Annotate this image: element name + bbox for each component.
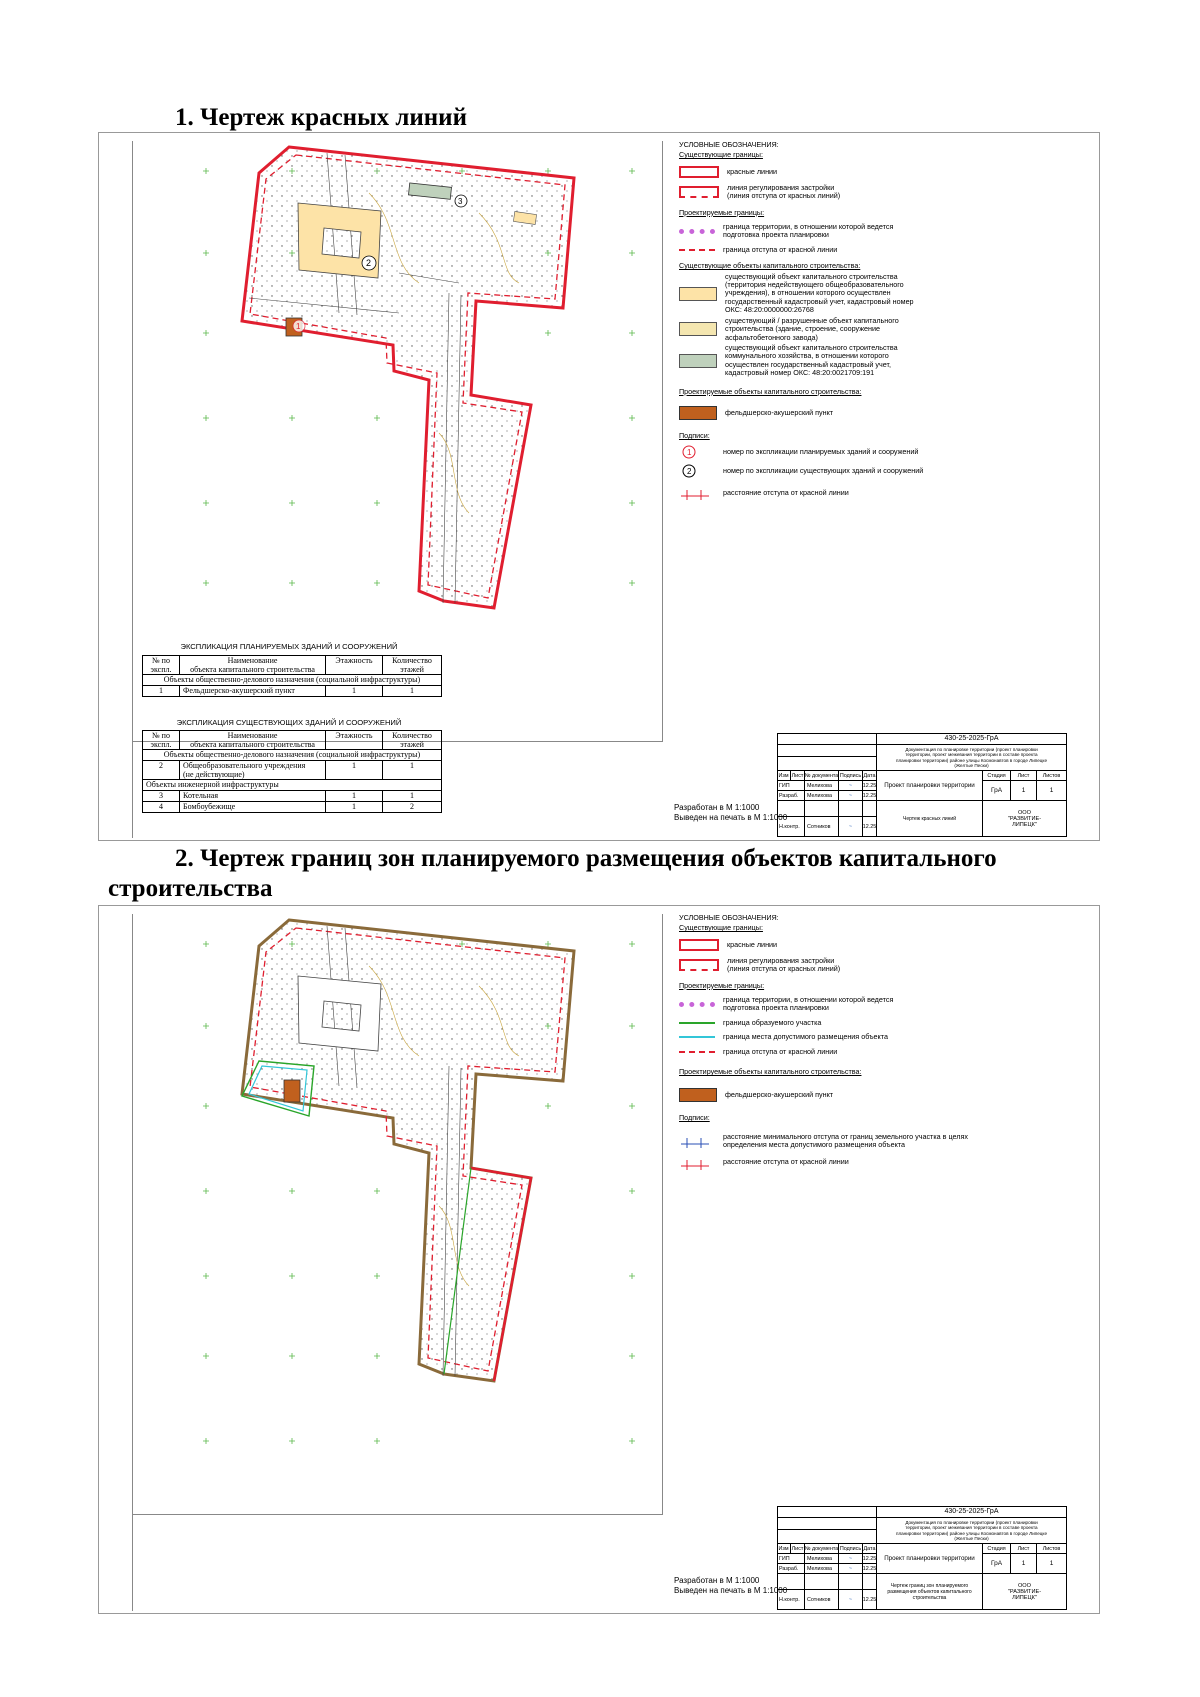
place-border-symbol xyxy=(679,1036,715,1038)
existing-object-symbol xyxy=(679,287,717,301)
fap-symbol xyxy=(679,406,717,420)
legend-existing-borders: Существующие границы: xyxy=(679,923,763,933)
legend-red-lines: красные линии xyxy=(727,939,778,949)
legend-labels: Подписи: xyxy=(679,1113,710,1123)
legend-existing-obj-2: существующий / разрушенные объект капитального строительства (здание, строение, сооружение асфальтобетонного завода) xyxy=(725,315,899,342)
offset-border-symbol xyxy=(679,1051,715,1053)
red-line-symbol xyxy=(679,166,719,178)
table-row: 4 Бомбоубежище 1 2 xyxy=(143,802,442,813)
legend-regulation-line: линия регулирования застройки (линия отступа от красных линий) xyxy=(727,182,841,201)
destroyed-object-symbol xyxy=(679,322,717,336)
svg-text:2: 2 xyxy=(687,467,692,477)
legend-offset-border: граница отступа от красной линии xyxy=(723,244,838,254)
group-row: Объекты общественно-делового назначения (социальной инфраструктуры) xyxy=(143,675,442,686)
th-floors: Этажность xyxy=(326,731,383,750)
svg-text:2: 2 xyxy=(366,258,372,268)
fap-building xyxy=(284,1080,300,1102)
th-floors: Этажность xyxy=(326,656,383,675)
regulation-line-symbol xyxy=(679,959,719,971)
fap-symbol xyxy=(679,1088,717,1102)
legend xyxy=(679,914,1079,1176)
legend-labels: Подписи: xyxy=(679,430,710,440)
section1-heading: 1. Чертеж красных линий xyxy=(175,104,467,131)
legend-projected-objects: Проектируемые объекты капитального строительства: xyxy=(679,1067,862,1077)
legend-plot-border: граница образуемого участка xyxy=(723,1017,822,1027)
legend-territory-border: граница территории, в отношении которой ведется подготовка проекта планировки xyxy=(723,995,894,1013)
regulation-line-symbol xyxy=(679,186,719,198)
legend-title: УСЛОВНЫЕ ОБОЗНАЧЕНИЯ: xyxy=(679,913,779,922)
table-row: 2 Общеобразовательного учреждения (не действующие) 1 1 xyxy=(143,761,442,780)
min-distance-icon xyxy=(679,1134,715,1148)
zones-map xyxy=(99,906,659,1516)
th-num: № по экспл. xyxy=(143,656,180,675)
doc-code: 430-25-2025-ГрА xyxy=(877,733,1067,745)
legend-place-border: граница места допустимого размещения объекта xyxy=(723,1032,888,1042)
drawing-sheet-2 xyxy=(98,905,1100,1614)
org-name: ООО "РАЗВИТИЕ- ЛИПЕЦК" xyxy=(983,801,1067,837)
legend-label-existing: номер по экспликации существующих зданий и сооружений xyxy=(723,466,924,476)
legend-existing-obj-1: существующий объект капитального строительства (территория недействующего общеобразовательного учреждения), в отношении которого осуществлен государственный кадастровый учет, кадастровый номер ОКС: 48:20:0000000:26768 xyxy=(725,271,914,315)
expl-existing-title: ЭКСПЛИКАЦИЯ СУЩЕСТВУЮЩИХ ЗДАНИЙ И СООРУЖЕНИЙ xyxy=(176,718,402,727)
expl-planned-title: ЭКСПЛИКАЦИЯ ПЛАНИРУЕМЫХ ЗДАНИЙ И СООРУЖЕНИЙ xyxy=(180,642,398,651)
doc-code: 430-25-2025-ГрА xyxy=(877,1506,1067,1518)
th-name: Наименование объекта капитального строительства xyxy=(180,656,326,675)
scale-info: Разработан в М 1:1000 Выведен на печать в М 1:1000 xyxy=(674,1576,788,1595)
org-name: ООО "РАЗВИТИЕ- ЛИПЕЦК" xyxy=(983,1574,1067,1610)
legend-label-min: расстояние минимального отступа от границ земельного участка в целях определения места допустимого размещения объекта xyxy=(723,1131,968,1150)
territory-border-symbol xyxy=(679,229,715,234)
legend-territory-border: граница территории, в отношении которой ведется подготовка проекта планировки xyxy=(723,222,894,240)
planned-number-icon xyxy=(679,445,715,459)
svg-text:1: 1 xyxy=(687,448,692,458)
group-row: Объекты инженерной инфраструктуры xyxy=(143,780,442,791)
legend xyxy=(679,141,1079,508)
legend-title: УСЛОВНЫЕ ОБОЗНАЧЕНИЯ: xyxy=(679,140,779,149)
territory-polygon xyxy=(242,920,574,1381)
table-row: 3 Котельная 1 1 xyxy=(143,791,442,802)
red-lines-map xyxy=(99,133,659,743)
title-block: 430-25-2025-ГрА Документация по планировке территории (проект планировки территории, проект межевания территории в составе проекта планировки территории) районе улицы Космонавтов в городе Липецке (Желтые Пески) Изм Лист № документа Подпись Дата ГИП Мелихова ~ 12.25 Разраб. Мелихова ~ 12.25 Н.контр. Сотников ~ 12.25 Проект планировки территории Стадия Лист Листов ГрА 1 1 Чертеж красных линий ООО "РАЗВИТИЕ- ЛИПЕЦК" xyxy=(777,733,1067,837)
legend-fap: фельдшерско-акушерский пункт xyxy=(725,407,834,417)
utility-object-symbol xyxy=(679,354,717,368)
offset-distance-icon xyxy=(679,486,715,500)
existing-number-icon xyxy=(679,464,715,478)
offset-distance-icon xyxy=(679,1156,715,1170)
title-block: 430-25-2025-ГрА Документация по планировке территории (проект планировки территории, проект межевания территории в составе проекта планировки территории) районе улицы Космонавтов в городе Липецке (Желтые Пески) Изм Лист № документа Подпись Дата ГИП Мелихова ~ 12.25 Разраб. Мелихова ~ 12.25 Н.контр. Сотников ~ 12.25 Проект планировки территории Стадия Лист Листов ГрА 1 1 Чертеж границ зон планируемого размещения объектов капитального строительства ООО "РАЗВИТИЕ- ЛИПЕЦК" xyxy=(777,1506,1067,1610)
plot-border-symbol xyxy=(679,1022,715,1024)
sheet-name: Чертеж границ зон планируемого размещения объектов капитального строительства xyxy=(877,1574,983,1610)
offset-border-symbol xyxy=(679,249,715,251)
legend-red-lines: красные линии xyxy=(727,166,778,176)
legend-projected-borders: Проектируемые границы: xyxy=(679,207,765,217)
legend-label-offset: расстояние отступа от красной линии xyxy=(723,488,849,498)
th-name: Наименование объекта капитального строительства xyxy=(180,731,326,750)
expl-planned-table xyxy=(142,655,442,697)
legend-label-planned: номер по экспликации планируемых зданий и сооружений xyxy=(723,447,919,457)
sheet-name: Чертеж красных линий xyxy=(877,801,983,837)
section2-heading: 2. Чертеж границ зон планируемого размещения объектов капитального строительства xyxy=(108,845,997,902)
legend-existing-objects: Существующие объекты капитального строительства: xyxy=(679,261,861,271)
th-num: № по экспл. xyxy=(143,731,180,750)
drawing-sheet-1 xyxy=(98,132,1100,841)
legend-regulation-line: линия регулирования застройки (линия отступа от красных линий) xyxy=(727,955,841,974)
table-row: 1 Фельдшерско-акушерский пункт 1 1 xyxy=(143,686,442,697)
legend-existing-obj-3: существующий объект капитального строительства коммунального хозяйства, в отношении которого осуществлен государственный кадастровый учет, кадастровый номер ОКС: 48:20:0021709:191 xyxy=(725,342,898,378)
red-line-symbol xyxy=(679,939,719,951)
legend-projected-borders: Проектируемые границы: xyxy=(679,980,765,990)
legend-projected-objects: Проектируемые объекты капитального строительства: xyxy=(679,386,862,396)
svg-text:1: 1 xyxy=(296,322,301,331)
legend-offset-border: граница отступа от красной линии xyxy=(723,1046,838,1056)
group-row: Объекты общественно-делового назначения (социальной инфраструктуры) xyxy=(143,750,442,761)
svg-text:3: 3 xyxy=(458,197,463,206)
project-name: Проект планировки территории xyxy=(877,771,983,801)
doc-title: Документация по планировке территории (проект планировки территории, проект межевания территории в составе проекта планировки территории) районе улицы Космонавтов в городе Липецке (Желтые Пески) xyxy=(877,1518,1067,1544)
legend-fap: фельдшерско-акушерский пункт xyxy=(725,1090,834,1100)
th-count: Количество этажей xyxy=(383,731,442,750)
th-count: Количество этажей xyxy=(383,656,442,675)
project-name: Проект планировки территории xyxy=(877,1544,983,1574)
scale-info: Разработан в М 1:1000 Выведен на печать в М 1:1000 xyxy=(674,803,788,822)
legend-label-offset: расстояние отступа от красной линии xyxy=(723,1157,849,1167)
doc-title: Документация по планировке территории (проект планировки территории, проект межевания территории в составе проекта планировки территории) районе улицы Космонавтов в городе Липецке (Желтые Пески) xyxy=(877,745,1067,771)
legend-existing-borders: Существующие границы: xyxy=(679,150,763,160)
territory-border-symbol xyxy=(679,1002,715,1007)
expl-existing-table xyxy=(142,730,442,813)
